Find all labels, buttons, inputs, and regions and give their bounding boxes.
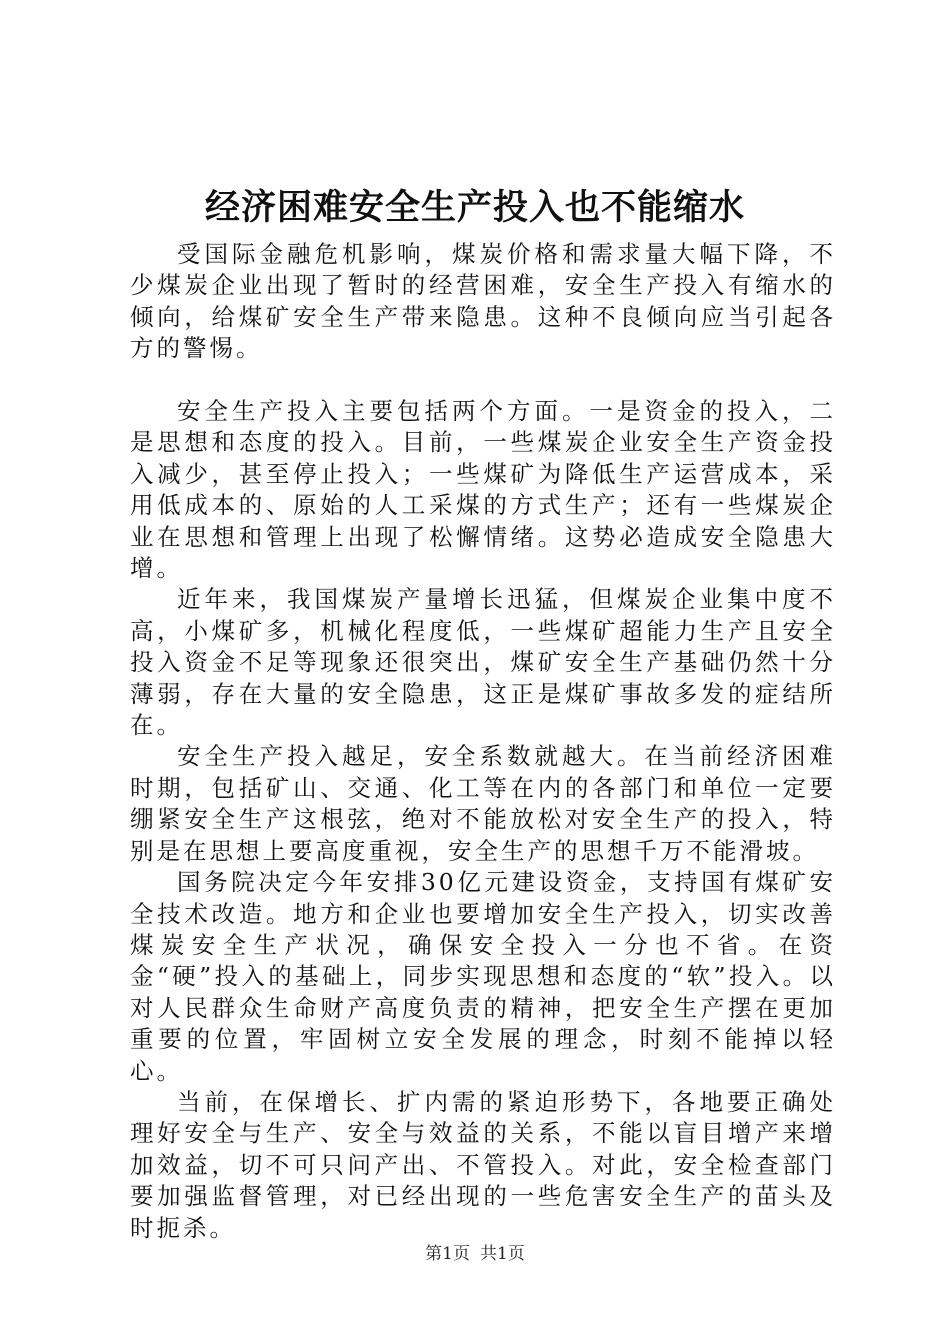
document-body [130,239,836,1244]
paragraph-2: 安全生产投入主要包括两个方面。一是资金的投入，二是思想和态度的投入。目前，一些煤炭企业安全生产资金投入减少，甚至停止投入；一些煤矿为降低生产运营成本，采用低成本的、原始的人工采煤的方式生产；还有一些煤炭企业在思想和管理上出现了松懈情绪。这势必造成安全隐患大增。 [130,397,836,583]
page-footer [0,1242,950,1266]
paragraph-1: 受国际金融危机影响，煤炭价格和需求量大幅下降，不少煤炭企业出现了暂时的经营困难，安全生产投入有缩水的倾向，给煤矿安全生产带来隐患。这种不良倾向应当引起各方的警惕。 [130,240,836,363]
document-title: 经济困难安全生产投入也不能缩水 [204,187,745,228]
paragraph-3: 近年来，我国煤炭产量增长迅猛，但煤炭企业集中度不高，小煤矿多，机械化程度低，一些煤矿超能力生产且安全投入资金不足等现象还很突出，煤矿安全生产基础仍然十分薄弱，存在大量的安全隐患，这正是煤矿事故多发的症结所在。 [130,585,836,740]
paragraph-6: 当前，在保增长、扩内需的紧迫形势下，各地要正确处理好安全与生产、安全与效益的关系，不能以盲目增产来增加效益，切不可只问产出、不管投入。对此，安全检查部门要加强监督管理，对已经出现的一些危害安全生产的苗头及时扼杀。 [130,1087,836,1242]
paragraph-4: 安全生产投入越足，安全系数就越大。在当前经济困难时期，包括矿山、交通、化工等在内的各部门和单位一定要绷紧安全生产这根弦，绝对不能放松对安全生产的投入，特别是在思想上要高度重视，安全生产的思想千万不能滑坡。 [130,742,836,865]
page-number: 第1页 [425,1244,470,1264]
paragraph-5: 国务院决定今年安排30亿元建设资金，支持国有煤矿安全技术改造。地方和企业也要增加安全生产投入，切实改善煤炭安全生产状况，确保安全投入一分也不省。在资金“硬”投入的基础上，同步实现思想和态度的“软”投入。以对人民群众生命财产高度负责的精神，把安全生产摆在更加重要的位置，牢固树立安全发展的理念，时刻不能掉以轻心。 [130,868,836,1085]
page-total: 共1页 [480,1244,525,1264]
